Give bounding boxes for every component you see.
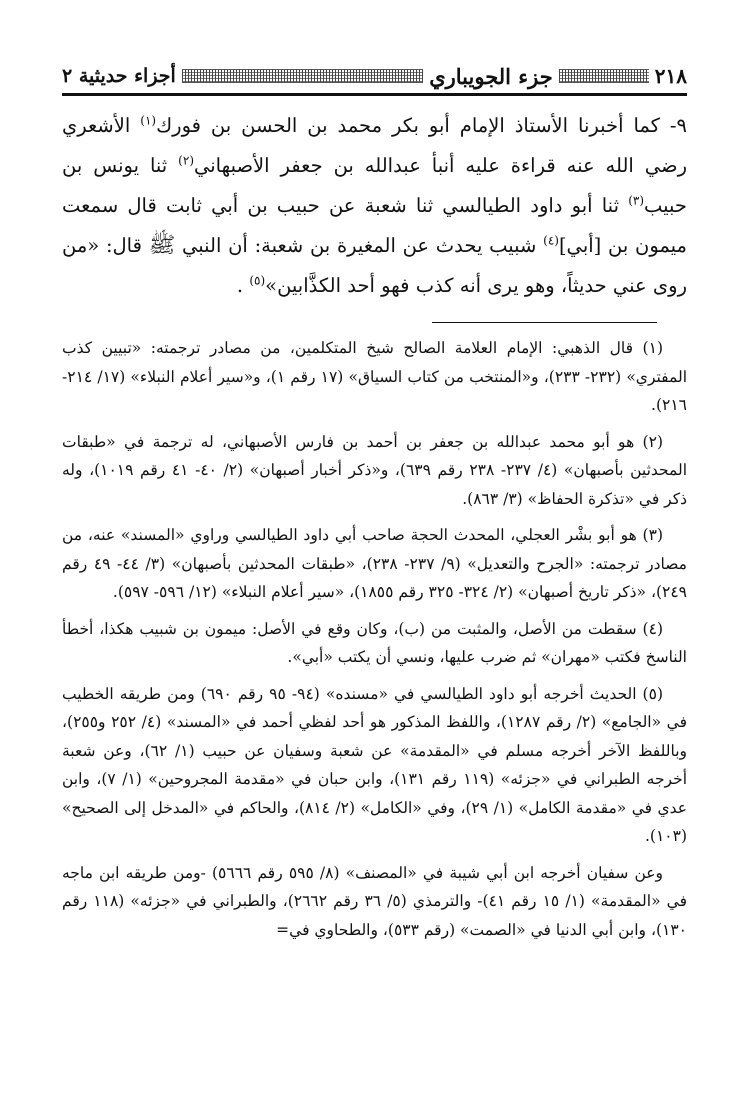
page-number: ٢١٨ <box>654 64 687 88</box>
footnote-3: (٣) هو أبو بشْر العجلي، المحدث الحجة صاحب أبي داود الطيالسي وراوي «المسند» عنه، من مصادر ترجمته: «الجرح والتعديل» (٩/ ٢٣٧- ٢٣٨)، «طبقات المحدثين بأصبهان» (٣/ ٤٤- ٤٩ رقم ٢٤٩)، «ذكر تاريخ أصبهان» (٢/ ٣٢٤- ٣٢٥ رقم ١٨٥٥)، «سير أعلام النبلاء» (١٢/ ٥٩٦- ٥٩٧). <box>62 526 687 601</box>
hadith-number: ٩- <box>659 114 687 137</box>
running-header <box>62 62 687 90</box>
part-title: جزء الجويباري <box>429 63 553 89</box>
hadith-paragraph <box>62 106 687 306</box>
footnote-1: (١) قال الذهبي: الإمام العلامة الصالح شيخ المتكلمين، من مصادر ترجمته: «تبيين كذب المفتري» (٢٣٢- ٢٣٣)، و«المنتخب من كتاب السياق» (١٧ رقم ١)، و«سير أعلام النبلاء» (١٧/ ٢١٤- ٢١٦). <box>62 339 688 414</box>
footnote-5: (٥) الحديث أخرجه أبو داود الطيالسي في «مسنده» (٩٤- ٩٥ رقم ٦٩٠) ومن طريقه الخطيب في «الجامع» (٢/ رقم ١٢٨٧)، واللفظ المذكور هو أحد لفظي أحمد في «المسند» (٤/ ٢٥٢ و٢٥٥)، وباللفظ الآخر أخرجه مسلم في «المقدمة» عن شعبة وسفيان عن حبيب (١/ ٦٢)، وعن شعبة أخرجه الطبراني في «جزئه» (١١٩ رقم ١٣١)، وابن حبان في «مقدمة المجروحين» (١/ ٧)، وابن عدي في «مقدمة الكامل» (١/ ٢٩)، وفي «الكامل» (٢/ ٨١٤)، والحاكم في «المدخل إلى الصحيح» (١٠٣). <box>62 684 687 845</box>
footnote-separator <box>432 322 657 323</box>
text-segment: الأشعري رضي الله عنه قراءة عليه أنبأ عبدالله بن جعفر الأصبهاني <box>62 114 687 177</box>
prophet-salutation-symbol: ﷺ <box>148 233 176 258</box>
footnote-ref: (٣) <box>628 193 645 208</box>
footnote-ref: (٤) <box>543 233 559 248</box>
footnotes <box>62 334 687 952</box>
hadith-text <box>62 106 687 306</box>
header-rule <box>62 93 687 96</box>
text-segment: ثنا يونس بن حبيب <box>62 154 687 217</box>
footnote-2: (٢) هو أبو محمد عبدالله بن جعفر بن أحمد بن فارس الأصبهاني، له ترجمة في «طبقات المحدثين بأصبهان» (٤/ ٢٣٧- ٢٣٨ رقم ٦٣٩)، و«ذكر أخبار أصبهان» (٢/ ٤٠- ٤١ رقم ١٠١٩)، وله ذكر في «تذكرة الحفاظ» (٣/ ٨٦٣). <box>62 432 688 508</box>
text-segment: شبيب يحدث عن المغيرة بن شعبة: أن النبي <box>175 234 544 257</box>
text-segment: ثنا أبو داود الطيالسي ثنا شعبة عن حبيب بن أبي ثابت قال سمعت ميمون بن [أبي] <box>62 194 687 257</box>
text-segment: . <box>236 274 250 297</box>
header-ornament-bar <box>182 69 423 83</box>
book-title: أجزاء حديثية ٢ <box>62 65 176 87</box>
footnote-ref: (١) <box>140 113 157 128</box>
text-segment: كما أخبرنا الأستاذ الإمام أبو بكر محمد بن الحسن بن فورك <box>156 114 660 137</box>
footnote-4: (٤) سقطت من الأصل، والمثبت من (ب)، وكان وقع في الأصل: ميمون بن شبيب هكذا، أخطأ الناسخ فكتب «مهران» ثم ضرب عليها، ونسي أن يكتب «أبي». <box>62 619 687 666</box>
text-segment: قال: «من روى عني حديثاً، وهو يرى أنه كذب فهو أحد الكذَّابين» <box>62 234 687 297</box>
footnote-ref: (٥) <box>249 273 266 288</box>
footnote-ref: (٢) <box>178 153 194 168</box>
header-ornament-bar <box>559 69 649 83</box>
footnote-5-continued: وعن سفيان أخرجه ابن أبي شيبة في «المصنف» (٨/ ٥٩٥ رقم ٥٦٦٦) -ومن طريقه ابن ماجه في «المقدمة» (١/ ١٥ رقم ٤١)- والترمذي (٥/ ٣٦ رقم ٢٦٦٢)، والطبراني في «جزئه» (١١٨ رقم ١٣٠)، وابن أبي الدنيا في «الصمت» (رقم ٥٣٣)، والطحاوي في= <box>62 863 687 939</box>
